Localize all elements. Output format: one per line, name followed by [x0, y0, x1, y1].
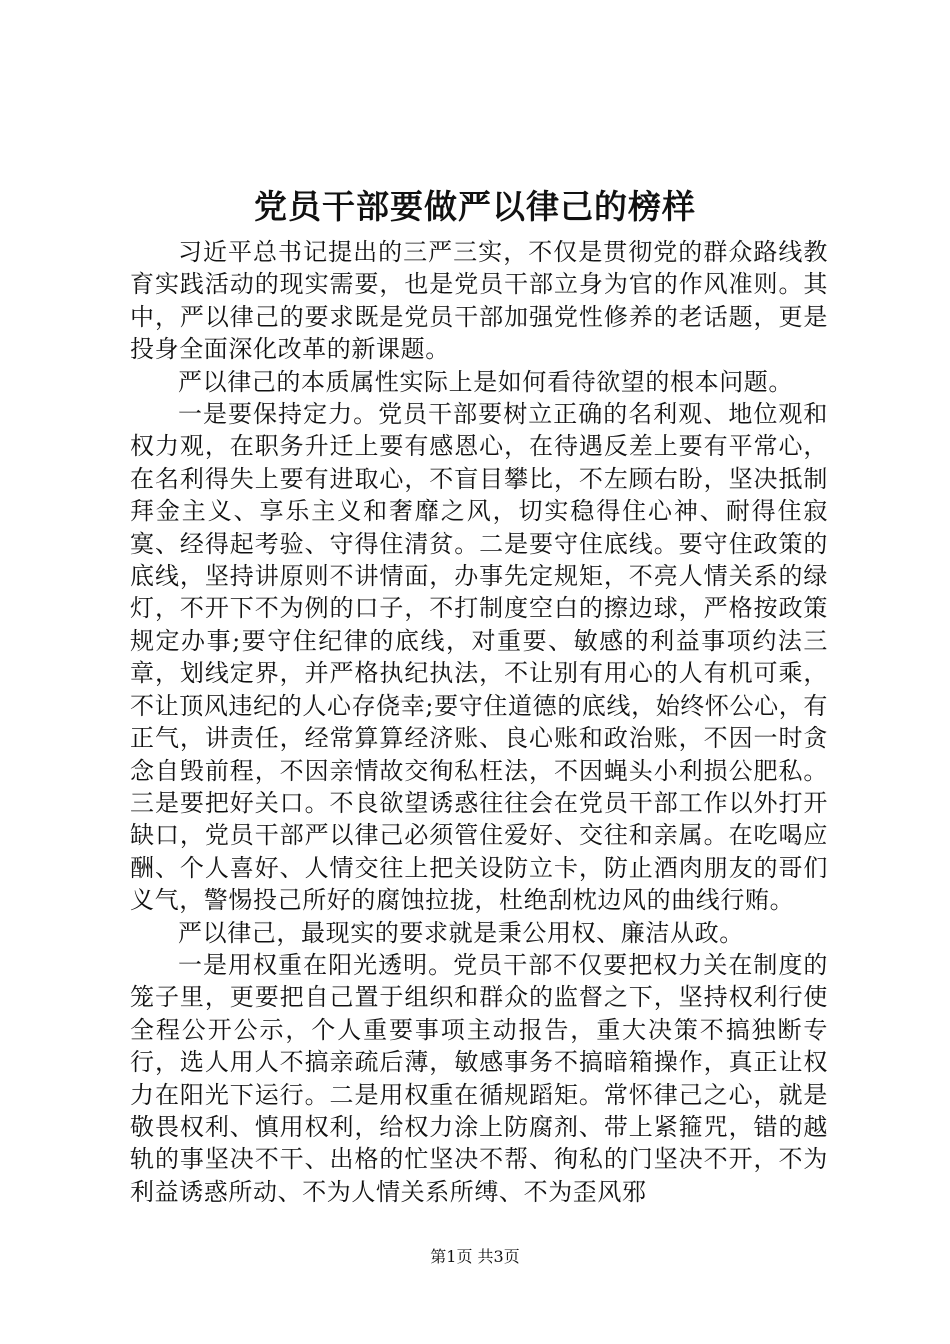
- page-footer: 第1页 共3页: [430, 1247, 520, 1266]
- paragraph-essence: 严以律己的本质属性实际上是如何看待欲望的根本问题。: [178, 367, 793, 396]
- document-title: 党员干部要做严以律己的榜样: [254, 187, 696, 226]
- paragraph-intro: 习近平总书记提出的三严三实，不仅是贯彻党的群众路线教育实践活动的现实需要，也是党员干部立身为官的作风准则。其中，严以律己的要求既是党员干部加强党性修养的老话题，更是投身全面深化改革的新课题。: [130, 238, 828, 364]
- document-body: [130, 236, 828, 1208]
- paragraph-first-points: 一是要保持定力。党员干部要树立正确的名利观、地位观和权力观，在职务升迁上要有感恩心，在待遇反差上要有平常心，在名利得失上要有进取心，不盲目攀比，不左顾右盼，坚决抵制拜金主义、享乐主义和奢靡之风，切实稳得住心神、耐得住寂寞、经得起考验、守得住清贫。二是要守住底线。要守住政策的底线，坚持讲原则不讲情面，办事先定规矩，不亮人情关系的绿灯，不开下不为例的口子，不打制度空白的擦边球，严格按政策规定办事;要守住纪律的底线，对重要、敏感的利益事项约法三章，划线定界，并严格执纪执法，不让别有用心的人有机可乘，不让顶风违纪的人心存侥幸;要守住道德的底线，始终怀公心，有正气，讲责任，经常算算经济账、良心账和政治账，不因一时贪念自毁前程，不因亲情故交徇私枉法，不因蝇头小利损公肥私。三是要把好关口。不良欲望诱惑往往会在党员干部工作以外打开缺口，党员干部严以律己必须管住爱好、交往和亲属。在吃喝应酬、个人喜好、人情交往上把关设防立卡，防止酒肉朋友的哥们义气，警惕投己所好的腐蚀拉拢，杜绝刮枕边风的曲线行贿。: [130, 400, 828, 915]
- paragraph-realistic-requirement: 严以律己，最现实的要求就是秉公用权、廉洁从政。: [178, 918, 744, 947]
- paragraph-power-usage: 一是用权重在阳光透明。党员干部不仅要把权力关在制度的笼子里，更要把自己置于组织和群众的监督之下，坚持权利行使全程公开公示，个人重要事项主动报告，重大决策不搞独断专行，选人用人不搞亲疏后薄，敏感事务不搞暗箱操作，真正让权力在阳光下运行。二是用权重在循规蹈矩。常怀律己之心，就是敬畏权利、慎用权利，给权力涂上防腐剂、带上紧箍咒，错的越轨的事坚决不干、出格的忙坚决不帮、徇私的门坚决不开，不为利益诱惑所动、不为人情关系所缚、不为歪风邪: [130, 950, 828, 1206]
